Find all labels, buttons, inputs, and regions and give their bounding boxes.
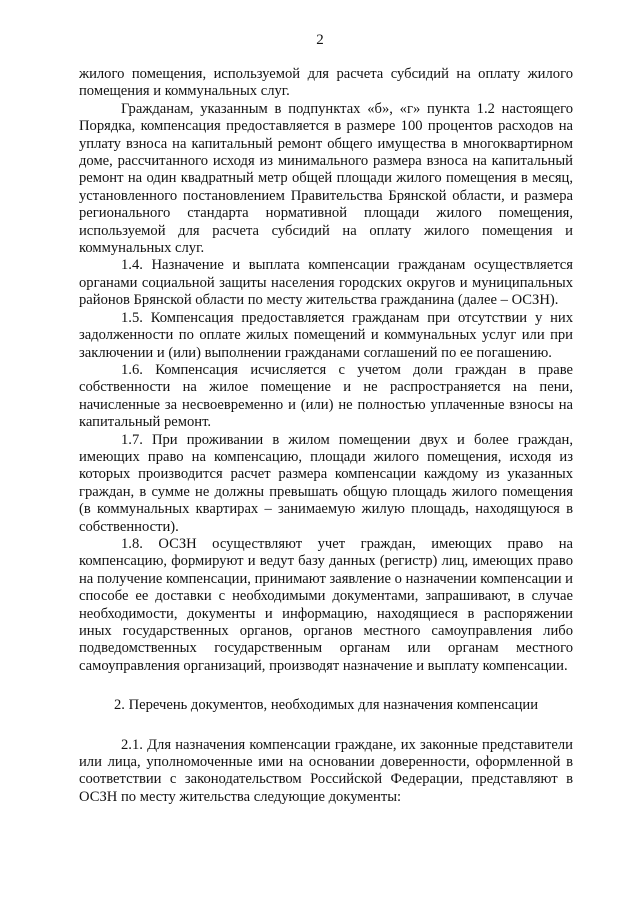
paragraph-1-7: 1.7. При проживании в жилом помещении двух и более граждан, имеющих право на компенсацию, площади жилого помещения, исходя из которых производится расчет размера компенсации каждому из указанных граждан, в сумме не должны превышать общую площадь жилого помещения (в коммунальных квартирах – занимаемую жилую площадь, находящуюся в собственности). [79,431,573,535]
paragraph-1-4: 1.4. Назначение и выплата компенсации гражданам осуществляется органами социальной защиты населения городских округов и муниципальных районов Брянской области по месту жительства гражданина (далее – ОСЗН). [79,257,573,309]
paragraph-1-8: 1.8. ОСЗН осуществляют учет граждан, имеющих право на компенсацию, формируют и ведут базу данных (регистр) лиц, имеющих право на получение компенсации, принимают заявление о назначении компенсации и способе ее доставки с необходимыми документами, запрашивают, в случае необходимости, документы и информацию, находящиеся в распоряжении иных государственных органов, органов местного самоуправления либо подведомственных государственным органам или органам местного самоуправления организаций, производят назначение и выплату компенсации. [79,535,573,674]
paragraph-1-6: 1.6. Компенсация исчисляется с учетом доли граждан в праве собственности на жилое помещение и не распространяется на пени, начисленные за несвоевременно и (или) не полностью уплаченные взносы на капитальный ремонт. [79,361,573,431]
document-body [79,66,573,806]
paragraph-2-1: 2.1. Для назначения компенсации граждане, их законные представители или лица, уполномоченные ими на основании доверенности, оформленной в соответствии с законодательством Российской Федерации, представляют в ОСЗН по месту жительства следующие документы: [79,736,573,805]
paragraph-1-5: 1.5. Компенсация предоставляется гражданам при отсутствии у них задолженности по оплате жилых помещений и коммунальных услуг или при заключении и (или) выполнении гражданами соглашений по ее погашению. [79,309,573,361]
paragraph-compensation-100-percent: Гражданам, указанным в подпунктах «б», «г» пункта 1.2 настоящего Порядка, компенсация предоставляется в размере 100 процентов расходов на уплату взноса на капитальный ремонт общего имущества в многоквартирном доме, рассчитанного исходя из минимального размера взноса на капитальный ремонт на один квадратный метр общей площади жилого помещения в месяц, установленного постановлением Правительства Брянской области, и размера регионального стандарта нормативной площади жилого помещения, используемой для расчета субсидий на оплату жилого помещения и коммунальных слуг. [79,100,573,257]
section-heading-2: 2. Перечень документов, необходимых для назначения компенсации [113,697,539,714]
page-number: 2 [316,32,324,48]
paragraph-continuation: жилого помещения, используемой для расчета субсидий на оплату жилого помещения и коммунальных слуг. [79,66,573,100]
